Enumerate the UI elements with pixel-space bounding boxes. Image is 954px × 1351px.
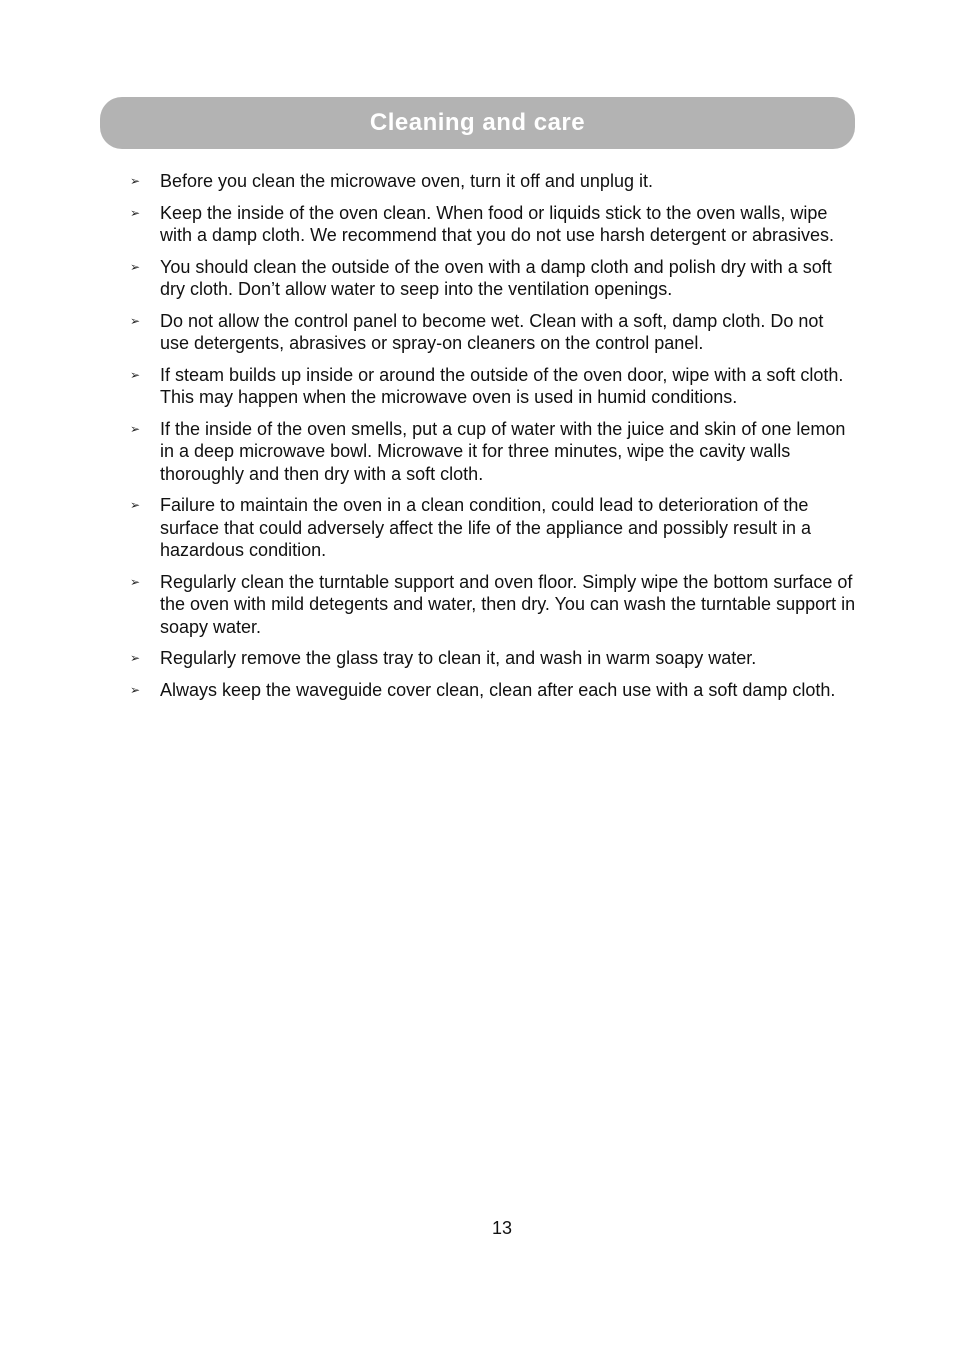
arrowhead-bullet-icon: ➢ xyxy=(130,574,141,589)
list-item-text: Regularly clean the turntable support and oven floor. Simply wipe the bottom surface of the oven with mild detegents and water, then dry. You can wash the turntable support in soapy water. xyxy=(160,571,856,637)
section-title: Cleaning and care xyxy=(369,109,586,136)
arrowhead-bullet-icon: ➢ xyxy=(130,259,141,274)
list-item-text: Do not allow the control panel to become wet. Clean with a soft, damp cloth. Do not use detergents, abrasives or spray-on cleaners on the control panel. xyxy=(160,310,824,353)
list-item xyxy=(128,494,856,562)
list-item xyxy=(128,571,856,639)
list-item xyxy=(128,364,856,409)
list-item xyxy=(128,202,856,247)
list-item xyxy=(128,679,856,702)
page-number: 13 xyxy=(491,1218,513,1238)
cleaning-instructions-list xyxy=(128,170,856,710)
arrowhead-bullet-icon: ➢ xyxy=(130,682,141,697)
list-item-text: Before you clean the microwave oven, turn it off and unplug it. xyxy=(160,171,653,191)
arrowhead-bullet-icon: ➢ xyxy=(130,205,141,220)
list-item-text: Regularly remove the glass tray to clean it, and wash in warm soapy water. xyxy=(160,648,757,668)
list-item xyxy=(128,256,856,301)
list-item-text: You should clean the outside of the oven with a damp cloth and polish dry with a soft dry cloth. Don’t allow water to seep into the ventilation openings. xyxy=(160,256,832,299)
arrowhead-bullet-icon: ➢ xyxy=(130,498,141,512)
list-item-text: Keep the inside of the oven clean. When food or liquids stick to the oven walls, wipe with a damp cloth. We recommend that you do not use harsh detergent or abrasives. xyxy=(160,202,835,245)
arrowhead-bullet-icon: ➢ xyxy=(130,651,141,665)
list-item xyxy=(128,170,856,193)
section-header-bar xyxy=(100,97,855,149)
arrowhead-bullet-icon: ➢ xyxy=(130,367,141,382)
arrowhead-bullet-icon: ➢ xyxy=(130,421,141,436)
arrowhead-bullet-icon: ➢ xyxy=(130,174,141,188)
arrowhead-bullet-icon: ➢ xyxy=(130,313,141,328)
list-item xyxy=(128,310,856,355)
list-item-text: If steam builds up inside or around the outside of the oven door, wipe with a soft cloth. This may happen when the microwave oven is used in humid conditions. xyxy=(160,364,844,407)
list-item xyxy=(128,418,856,486)
list-item xyxy=(128,647,856,670)
list-item-text: If the inside of the oven smells, put a cup of water with the juice and skin of one lemon in a deep microwave bowl. Microwave it for three minutes, wipe the cavity walls thoroughly and then dry with a soft cloth. xyxy=(160,418,846,484)
list-item-text: Always keep the waveguide cover clean, clean after each use with a soft damp cloth. xyxy=(160,679,836,700)
list-item-text: Failure to maintain the oven in a clean condition, could lead to deterioration of the surface that could adversely affect the life of the appliance and possibly result in a hazardous condition. xyxy=(160,495,812,560)
